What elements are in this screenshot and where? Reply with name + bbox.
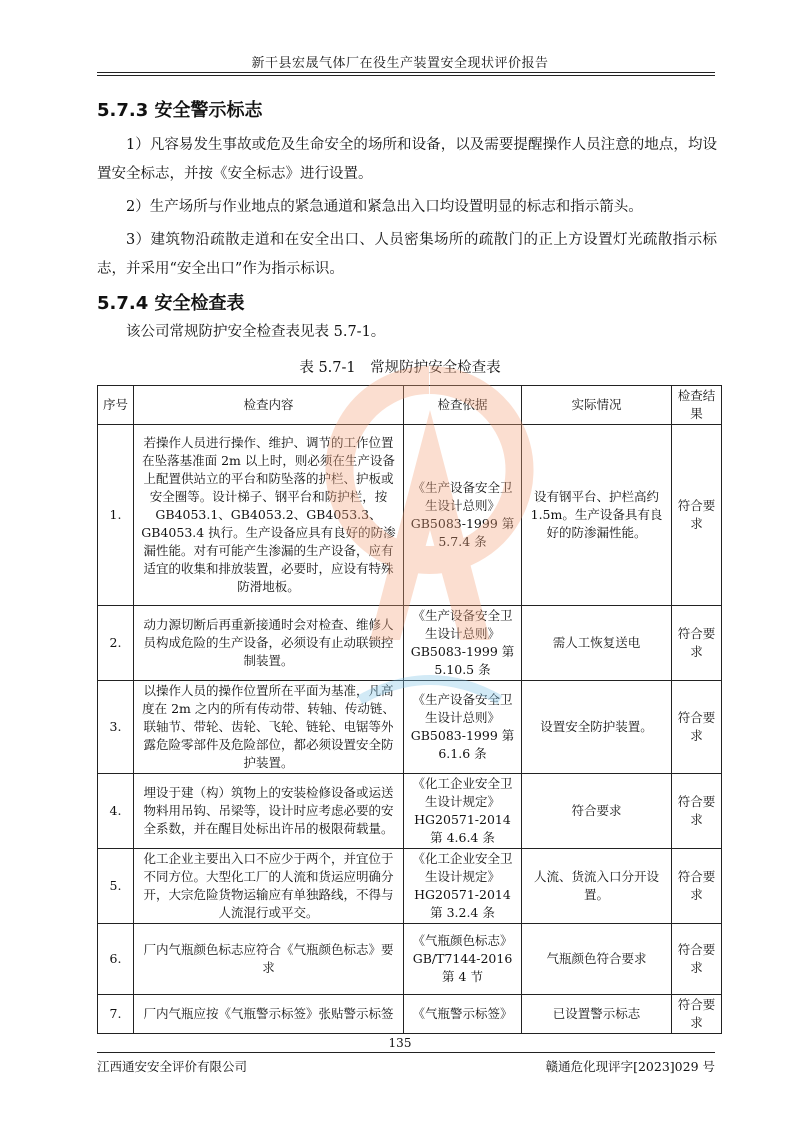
row-result: 符合要求	[672, 995, 722, 1034]
row-actual: 人流、货流入口分开设置。	[522, 849, 672, 924]
row-basis: 《化工企业安全卫生设计规定》HG20571-2014 第 3.2.4 条	[404, 849, 522, 924]
row-result: 符合要求	[672, 849, 722, 924]
row-actual: 设有钢平台、护栏高约 1.5m。生产设备具有良好的防渗漏性能。	[522, 425, 672, 606]
paragraph-2: 2）生产场所与作业地点的紧急通道和紧急出入口均设置明显的标志和指示箭头。	[126, 199, 643, 215]
table-row	[98, 995, 722, 1034]
table-row	[98, 425, 722, 606]
row-result: 符合要求	[672, 681, 722, 774]
header-rule	[97, 72, 715, 73]
footer-company: 江西通安安全评价有限公司	[97, 1059, 248, 1074]
header-content: 检查内容	[134, 386, 404, 425]
row-actual: 已设置警示标志	[522, 995, 672, 1034]
section-heading-5-7-4: 5.7.4 安全检查表	[97, 293, 245, 314]
table-header-row	[98, 386, 722, 425]
row-basis: 《气瓶颜色标志》GB/T7144-2016 第 4 节	[404, 924, 522, 995]
row-basis: 《生产设备安全卫生设计总则》GB5083-1999 第 5.10.5 条	[404, 606, 522, 681]
row-basis: 《气瓶警示标签》	[404, 995, 522, 1034]
page-header-title: 新干县宏晟气体厂在役生产装置安全现状评价报告	[251, 56, 549, 71]
page-number: 135	[388, 1036, 412, 1050]
row-result: 符合要求	[672, 606, 722, 681]
table-row	[98, 774, 722, 849]
table-caption: 表 5.7-1 常规防护安全检查表	[299, 360, 501, 376]
safety-check-table	[97, 385, 722, 1034]
table-row	[98, 849, 722, 924]
row-no: 2.	[98, 606, 134, 681]
header-actual: 实际情况	[522, 386, 672, 425]
table-intro: 该公司常规防护安全检查表见表 5.7-1。	[126, 324, 386, 340]
row-no: 4.	[98, 774, 134, 849]
row-content: 埋设于建（构）筑物上的安装检修设备或运送物料用吊钩、吊梁等，设计时应考虑必要的安全系数，并在醒目处标出许吊的极限荷载量。	[134, 774, 404, 849]
header-no: 序号	[98, 386, 134, 425]
paragraph-1: 1）凡容易发生事故或危及生命安全的场所和设备，以及需要提醒操作人员注意的地点，均设置安全标志，并按《安全标志》进行设置。	[97, 137, 717, 182]
row-no: 7.	[98, 995, 134, 1034]
row-result: 符合要求	[672, 425, 722, 606]
table-row	[98, 924, 722, 995]
row-content: 以操作人员的操作位置所在平面为基准，凡高度在 2m 之内的所有传动带、转轴、传动链、联轴节、带轮、齿轮、飞轮、链轮、电锯等外露危险零部件及危险部位，都必须设置安全防护装置。	[134, 681, 404, 774]
row-no: 3.	[98, 681, 134, 774]
row-result: 符合要求	[672, 924, 722, 995]
row-content: 动力源切断后再重新接通时会对检查、维修人员构成危险的生产设备，必须设有止动联锁控制装置。	[134, 606, 404, 681]
footer-report-number: 赣通危化现评字[2023]029 号	[545, 1059, 715, 1074]
footer-rule	[97, 1052, 715, 1053]
row-actual: 气瓶颜色符合要求	[522, 924, 672, 995]
row-content: 化工企业主要出入口不应少于两个，并宜位于不同方位。大型化工厂的人流和货运应明确分开，大宗危险货物运输应有单独路线，不得与人流混行或平交。	[134, 849, 404, 924]
table-row	[98, 681, 722, 774]
row-actual: 设置安全防护装置。	[522, 681, 672, 774]
table-row	[98, 606, 722, 681]
row-basis: 《生产设备安全卫生设计总则》GB5083-1999 第 6.1.6 条	[404, 681, 522, 774]
section-heading-5-7-3: 5.7.3 安全警示标志	[97, 100, 263, 121]
header-result: 检查结果	[672, 386, 722, 425]
paragraph-3: 3）建筑物沿疏散走道和在安全出口、人员密集场所的疏散门的正上方设置灯光疏散指示标志，并采用“安全出口”作为指示标识。	[97, 232, 717, 277]
row-content: 厂内气瓶颜色标志应符合《气瓶颜色标志》要求	[134, 924, 404, 995]
row-basis: 《化工企业安全卫生设计规定》HG20571-2014 第 4.6.4 条	[404, 774, 522, 849]
row-content: 厂内气瓶应按《气瓶警示标签》张贴警示标签	[134, 995, 404, 1034]
row-actual: 需人工恢复送电	[522, 606, 672, 681]
header-basis: 检查依据	[404, 386, 522, 425]
row-no: 6.	[98, 924, 134, 995]
row-content: 若操作人员进行操作、维护、调节的工作位置在坠落基准面 2m 以上时，则必须在生产设备上配置供站立的平台和防坠落的护栏、护板或安全圈等。设计梯子、钢平台和防护栏，按 GB4053.1、GB4053.2、GB4053.3、GB4053.4 执行。生产设备应具有良好的防渗漏性能。对有可能产生渗漏的生产设备，应有适宜的收集和排放装置，必要时，应设有特殊防滑地板。	[134, 425, 404, 606]
row-no: 1.	[98, 425, 134, 606]
row-basis: 《生产设备安全卫生设计总则》GB5083-1999 第 5.7.4 条	[404, 425, 522, 606]
header-rule-double	[97, 75, 715, 76]
row-actual: 符合要求	[522, 774, 672, 849]
row-no: 5.	[98, 849, 134, 924]
row-result: 符合要求	[672, 774, 722, 849]
